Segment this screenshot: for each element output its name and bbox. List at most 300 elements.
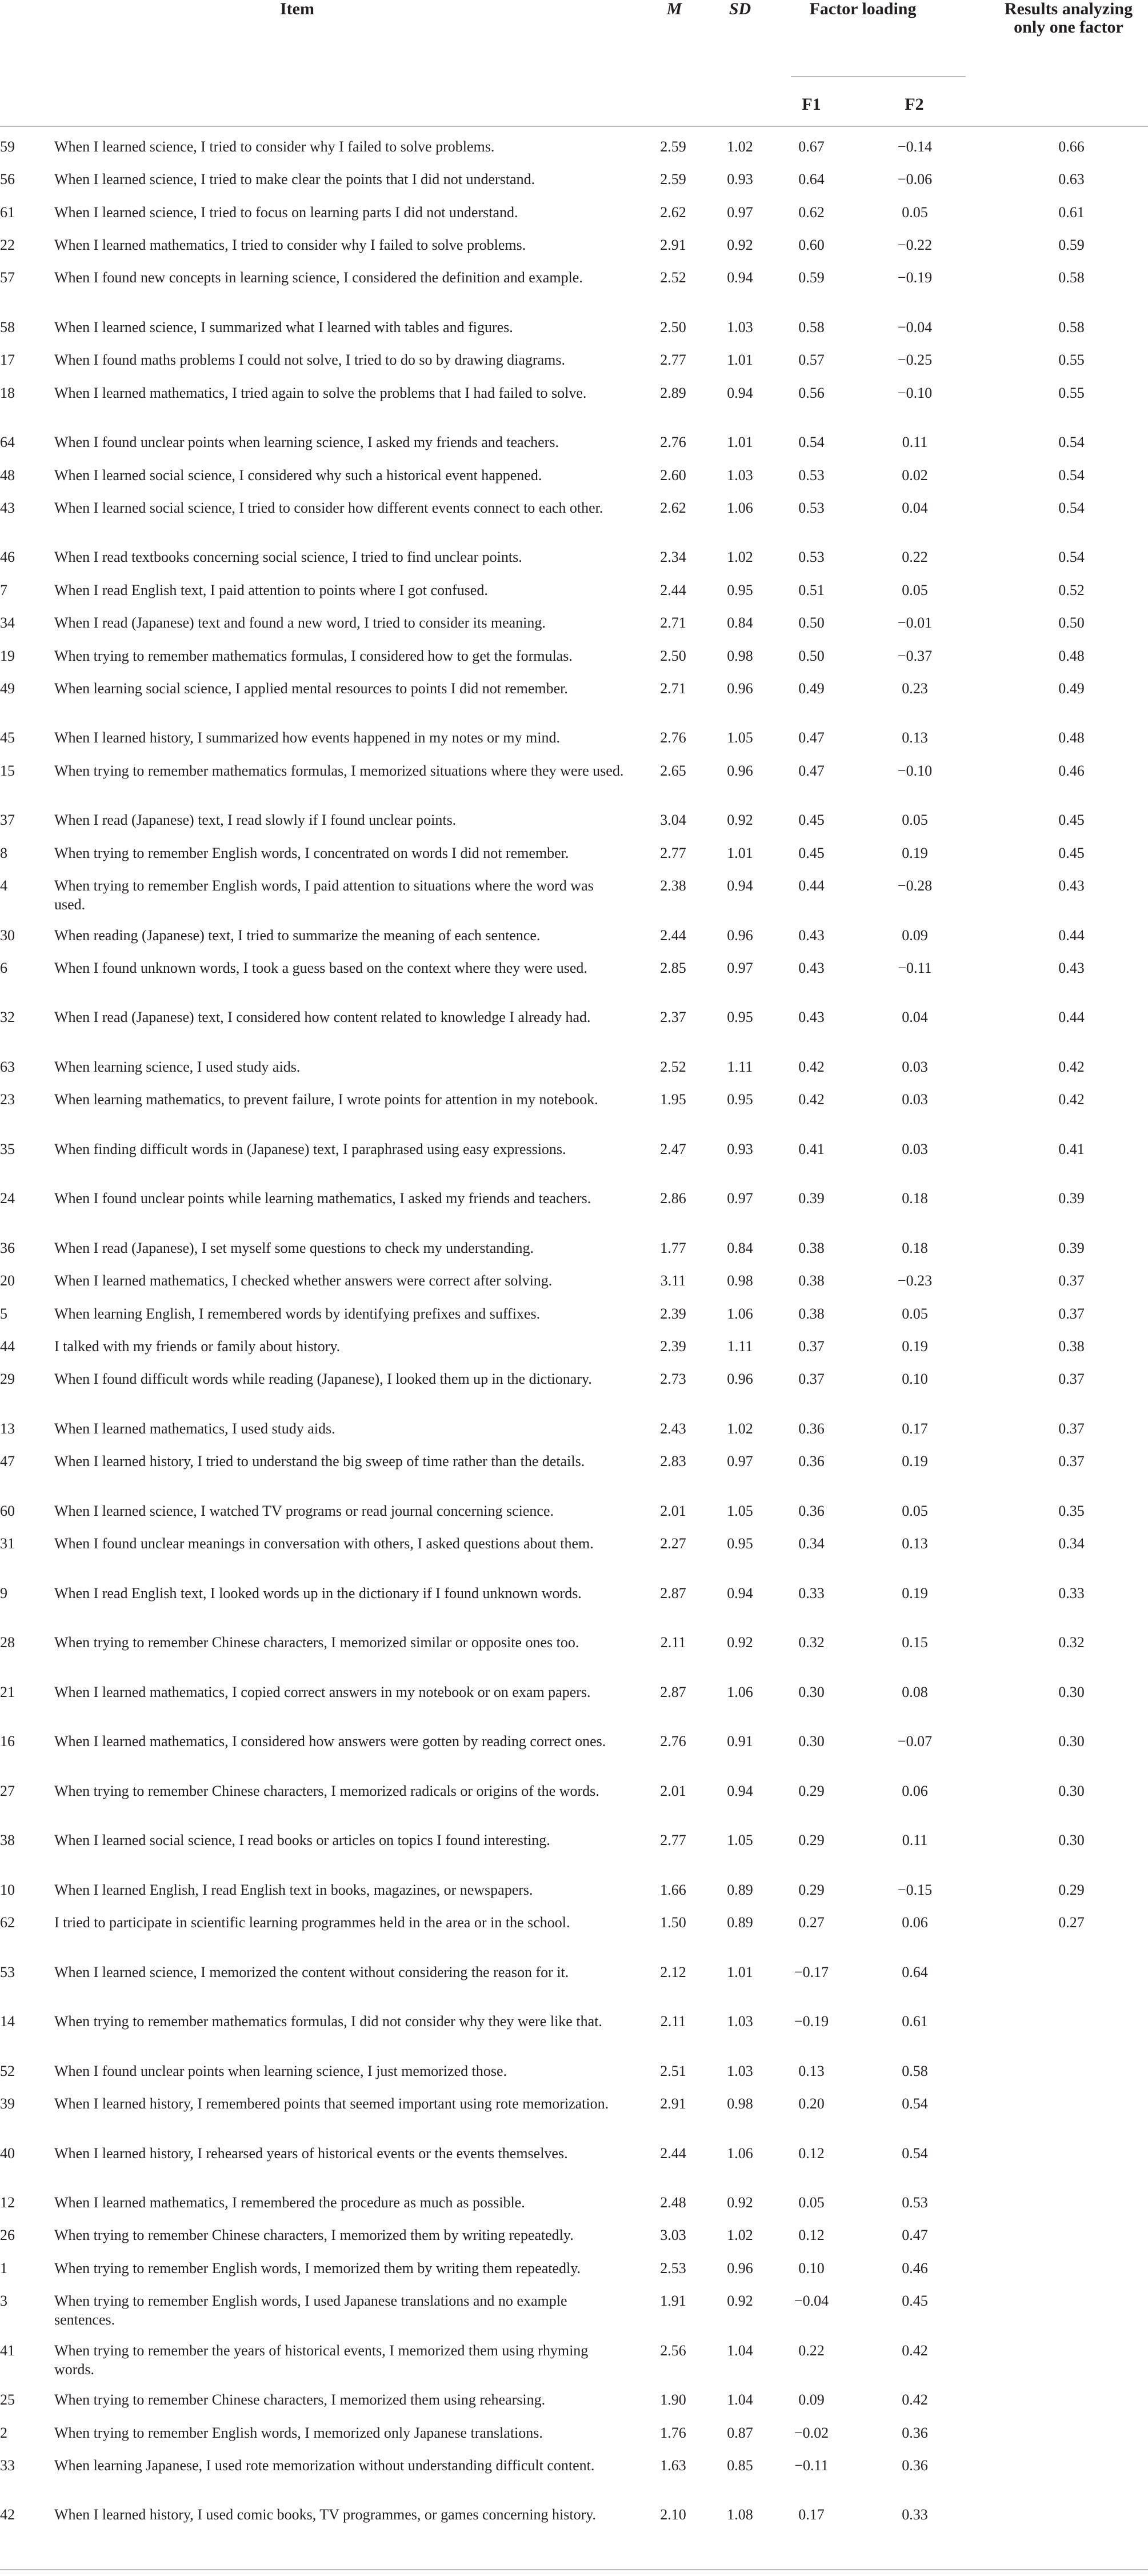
- mean-value: 2.91: [660, 2095, 686, 2112]
- item-number: 12: [0, 2194, 15, 2211]
- f1-loading: 0.39: [798, 1190, 825, 1207]
- item-text: When learning English, I remembered words by identifying prefixes and suffixes.: [54, 1305, 541, 1322]
- f1-loading: 0.62: [798, 204, 825, 221]
- mean-value: 2.59: [660, 138, 686, 155]
- mean-value: 3.04: [660, 812, 686, 828]
- f1-loading: 0.42: [798, 1091, 825, 1108]
- mean-value: 2.53: [660, 2260, 686, 2277]
- item-number: 37: [0, 812, 15, 828]
- one-factor-result: 0.39: [1058, 1190, 1085, 1207]
- mean-value: 2.52: [660, 1059, 686, 1075]
- f1-loading: 0.20: [798, 2095, 825, 2112]
- f1-loading: 0.43: [798, 1009, 825, 1025]
- sd-value: 1.11: [727, 1059, 753, 1075]
- item-text: When I found unclear points when learning science, I asked my friends and teachers.: [54, 434, 559, 450]
- mean-value: 2.39: [660, 1338, 686, 1355]
- f1-loading: 0.60: [798, 237, 825, 253]
- f1-loading: 0.27: [798, 1914, 825, 1931]
- sd-value: 0.94: [727, 1783, 753, 1799]
- f2-loading: 0.10: [902, 1371, 928, 1387]
- f1-loading: 0.34: [798, 1535, 825, 1552]
- sd-value: 1.05: [727, 729, 753, 746]
- item-number: 43: [0, 500, 15, 516]
- mean-value: 2.44: [660, 2145, 686, 2162]
- item-number: 18: [0, 385, 15, 401]
- sd-value: 0.85: [727, 2457, 753, 2474]
- sd-value: 1.05: [727, 1832, 753, 1848]
- f1-loading: 0.50: [798, 614, 825, 631]
- sd-value: 1.06: [727, 500, 753, 516]
- sd-value: 1.11: [727, 1338, 753, 1355]
- item-text: When I found unclear points while learning mathematics, I asked my friends and teachers.: [54, 1190, 591, 1207]
- table-header: [0, 0, 1148, 114]
- f1-loading: 0.29: [798, 1832, 825, 1848]
- f2-loading: 0.23: [902, 680, 928, 697]
- f2-loading: 0.02: [902, 467, 928, 484]
- f2-loading: 0.05: [902, 582, 928, 598]
- f1-loading: 0.09: [798, 2391, 825, 2408]
- item-text: When I read English text, I looked words up in the dictionary if I found unknown words.: [54, 1585, 582, 1601]
- f2-loading: −0.07: [897, 1733, 933, 1750]
- sd-value: 0.89: [727, 1882, 753, 1898]
- mean-value: 1.90: [660, 2391, 686, 2408]
- item-text: When reading (Japanese) text, I tried to summarize the meaning of each sentence.: [54, 927, 541, 944]
- item-text: When trying to remember English words, I memorized them by writing them repeatedly.: [54, 2260, 581, 2277]
- f2-loading: 0.64: [902, 1964, 928, 1980]
- item-number: 16: [0, 1733, 15, 1750]
- item-number: 23: [0, 1091, 15, 1108]
- item-text: When I learned mathematics, I used study aids.: [54, 1420, 335, 1437]
- one-factor-result: 0.58: [1058, 319, 1085, 336]
- mean-value: 2.39: [660, 1305, 686, 1322]
- f1-loading: 0.67: [798, 138, 825, 155]
- item-number: 30: [0, 927, 15, 944]
- mean-value: 2.44: [660, 927, 686, 944]
- one-factor-result: 0.27: [1058, 1914, 1085, 1931]
- item-text: When learning science, I used study aids.: [54, 1059, 301, 1075]
- item-number: 15: [0, 762, 15, 779]
- sd-value: 1.04: [727, 2342, 753, 2359]
- one-factor-result: 0.43: [1058, 877, 1085, 894]
- f2-loading: 0.08: [902, 1684, 928, 1700]
- f1-loading: 0.54: [798, 434, 825, 450]
- mean-value: 2.56: [660, 2342, 686, 2359]
- sd-value: 0.95: [727, 582, 753, 598]
- one-factor-result: 0.52: [1058, 582, 1085, 598]
- item-text: When I learned history, I rehearsed years of historical events or the events themselves.: [54, 2145, 568, 2162]
- item-text: When I read (Japanese) text, I considered how content related to knowledge I already had.: [54, 1009, 591, 1025]
- sd-value: 0.97: [727, 204, 753, 221]
- item-text: When I learned social science, I considered why such a historical event happened.: [54, 467, 542, 484]
- f1-loading: 0.43: [798, 927, 825, 944]
- item-number: 4: [0, 877, 7, 894]
- mean-value: 2.76: [660, 729, 686, 746]
- item-text: When I learned mathematics, I checked whether answers were correct after solving.: [54, 1272, 553, 1289]
- one-factor-result: 0.46: [1058, 762, 1085, 779]
- item-number: 3: [0, 2293, 7, 2309]
- one-factor-result: 0.38: [1058, 1338, 1085, 1355]
- f2-loading: 0.03: [902, 1059, 928, 1075]
- f2-loading: 0.03: [902, 1091, 928, 1108]
- item-text: When I learned science, I tried to focus on learning parts I did not understand.: [54, 204, 518, 221]
- item-text: When trying to remember English words, I paid attention to situations where the word was used.: [54, 877, 594, 913]
- item-number: 61: [0, 204, 15, 221]
- sd-value: 0.98: [727, 1272, 753, 1289]
- one-factor-result: 0.61: [1058, 204, 1085, 221]
- sd-value: 0.94: [727, 1585, 753, 1601]
- f1-loading: 0.17: [798, 2506, 825, 2523]
- f2-loading: −0.10: [897, 385, 933, 401]
- f1-loading: 0.05: [798, 2194, 825, 2211]
- f2-loading: 0.17: [902, 1420, 928, 1437]
- sd-value: 0.95: [727, 1009, 753, 1025]
- item-number: 5: [0, 1305, 7, 1322]
- one-factor-result: 0.30: [1058, 1684, 1085, 1700]
- f2-loading: 0.36: [902, 2457, 928, 2474]
- f1-loading: −0.17: [794, 1964, 829, 1980]
- f1-loading: 0.30: [798, 1733, 825, 1750]
- f2-loading: 0.19: [902, 1453, 928, 1469]
- mean-value: 1.91: [660, 2293, 686, 2309]
- one-factor-result: 0.30: [1058, 1832, 1085, 1848]
- header-mean: M: [666, 0, 682, 18]
- sd-value: 0.97: [727, 960, 753, 976]
- item-text: When I read (Japanese) text and found a new word, I tried to consider its meaning.: [54, 614, 546, 631]
- item-text: When trying to remember Chinese characters, I memorized them by writing repeatedly.: [54, 2227, 574, 2243]
- mean-value: 2.91: [660, 237, 686, 253]
- one-factor-result: 0.33: [1058, 1585, 1085, 1601]
- mean-value: 2.48: [660, 2194, 686, 2211]
- f2-loading: 0.04: [902, 500, 928, 516]
- item-number: 40: [0, 2145, 15, 2162]
- f1-loading: 0.43: [798, 960, 825, 976]
- item-text: When I learned science, I tried to make clear the points that I did not understand.: [54, 171, 535, 187]
- mean-value: 2.83: [660, 1453, 686, 1469]
- header-factor-loading: Factor loading: [809, 0, 917, 18]
- one-factor-result: 0.45: [1058, 845, 1085, 861]
- f1-loading: 0.10: [798, 2260, 825, 2277]
- item-number: 24: [0, 1190, 15, 1207]
- item-number: 35: [0, 1141, 15, 1157]
- item-number: 57: [0, 269, 15, 286]
- item-number: 60: [0, 1503, 15, 1519]
- one-factor-result: 0.44: [1058, 927, 1085, 944]
- item-number: 9: [0, 1585, 7, 1601]
- f2-loading: 0.13: [902, 729, 928, 746]
- item-number: 47: [0, 1453, 15, 1469]
- sd-value: 1.02: [727, 549, 753, 565]
- one-factor-result: 0.54: [1058, 500, 1085, 516]
- item-number: 8: [0, 845, 7, 861]
- f1-loading: 0.29: [798, 1783, 825, 1799]
- sd-value: 0.93: [727, 1141, 753, 1157]
- item-text: When I learned mathematics, I tried to consider why I failed to solve problems.: [54, 237, 526, 253]
- f1-loading: 0.36: [798, 1420, 825, 1437]
- sd-value: 1.02: [727, 2227, 753, 2243]
- mean-value: 2.01: [660, 1503, 686, 1519]
- sd-value: 0.96: [727, 680, 753, 697]
- sd-value: 0.95: [727, 1535, 753, 1552]
- sd-value: 1.05: [727, 1503, 753, 1519]
- mean-value: 2.34: [660, 549, 686, 565]
- f2-loading: 0.06: [902, 1783, 928, 1799]
- one-factor-result: 0.44: [1058, 1009, 1085, 1025]
- item-text: When I found maths problems I could not solve, I tried to do so by drawing diagrams.: [54, 352, 565, 368]
- f1-loading: 0.45: [798, 845, 825, 861]
- one-factor-result: 0.66: [1058, 138, 1085, 155]
- sd-value: 1.02: [727, 1420, 753, 1437]
- factor-loading-rule: [791, 76, 966, 77]
- item-text: When I learned history, I tried to understand the big sweep of time rather than the details.: [54, 1453, 585, 1469]
- mean-value: 2.47: [660, 1141, 686, 1157]
- mean-value: 2.65: [660, 762, 686, 779]
- item-number: 62: [0, 1914, 15, 1931]
- f2-loading: −0.19: [897, 269, 933, 286]
- mean-value: 2.60: [660, 467, 686, 484]
- mean-value: 2.38: [660, 877, 686, 894]
- item-number: 2: [0, 2425, 7, 2441]
- mean-value: 2.62: [660, 500, 686, 516]
- f2-loading: 0.61: [902, 2013, 928, 2030]
- f1-loading: 0.64: [798, 171, 825, 187]
- f1-loading: −0.19: [794, 2013, 829, 2030]
- mean-value: 1.95: [660, 1091, 686, 1108]
- sd-value: 0.92: [727, 237, 753, 253]
- f1-loading: 0.41: [798, 1141, 825, 1157]
- f1-loading: 0.57: [798, 352, 825, 368]
- item-number: 13: [0, 1420, 15, 1437]
- f2-loading: 0.18: [902, 1240, 928, 1256]
- f1-loading: 0.59: [798, 269, 825, 286]
- item-text: When learning mathematics, to prevent failure, I wrote points for attention in my notebook.: [54, 1091, 598, 1108]
- one-factor-result: 0.54: [1058, 467, 1085, 484]
- mean-value: 2.76: [660, 434, 686, 450]
- item-number: 14: [0, 2013, 15, 2030]
- item-number: 20: [0, 1272, 15, 1289]
- one-factor-result: 0.54: [1058, 434, 1085, 450]
- f2-loading: 0.09: [902, 927, 928, 944]
- one-factor-result: 0.49: [1058, 680, 1085, 697]
- sd-value: 1.01: [727, 434, 753, 450]
- mean-value: 2.52: [660, 269, 686, 286]
- item-text: When learning Japanese, I used rote memorization without understanding difficult content.: [54, 2457, 595, 2474]
- one-factor-result: 0.45: [1058, 812, 1085, 828]
- one-factor-result: 0.43: [1058, 960, 1085, 976]
- one-factor-result: 0.63: [1058, 171, 1085, 187]
- one-factor-result: 0.55: [1058, 352, 1085, 368]
- f2-loading: 0.13: [902, 1535, 928, 1552]
- sd-value: 0.94: [727, 385, 753, 401]
- item-number: 49: [0, 680, 15, 697]
- f1-loading: 0.58: [798, 319, 825, 336]
- f1-loading: 0.53: [798, 549, 825, 565]
- f1-loading: 0.13: [798, 2063, 825, 2079]
- f2-loading: −0.15: [897, 1882, 933, 1898]
- table-bottom-rule: [0, 2569, 1148, 2570]
- sd-value: 0.94: [727, 269, 753, 286]
- item-number: 1: [0, 2260, 7, 2277]
- sd-value: 1.06: [727, 1684, 753, 1700]
- f2-loading: 0.15: [902, 1634, 928, 1651]
- item-number: 29: [0, 1371, 15, 1387]
- f2-loading: 0.03: [902, 1141, 928, 1157]
- sd-value: 0.98: [727, 648, 753, 664]
- item-text: When I found difficult words while reading (Japanese), I looked them up in the dictionary.: [54, 1371, 592, 1387]
- f1-loading: 0.36: [798, 1503, 825, 1519]
- sd-value: 1.02: [727, 138, 753, 155]
- f1-loading: 0.38: [798, 1240, 825, 1256]
- f1-loading: −0.11: [794, 2457, 829, 2474]
- f1-loading: 0.45: [798, 812, 825, 828]
- one-factor-result: 0.41: [1058, 1141, 1085, 1157]
- f1-loading: 0.56: [798, 385, 825, 401]
- sd-value: 1.06: [727, 2145, 753, 2162]
- item-text: When I found new concepts in learning science, I considered the definition and example.: [54, 269, 583, 286]
- item-text: When I learned science, I watched TV programs or read journal concerning science.: [54, 1503, 554, 1519]
- item-text: When trying to remember mathematics formulas, I did not consider why they were like that.: [54, 2013, 602, 2030]
- item-number: 59: [0, 138, 15, 155]
- sd-value: 0.97: [727, 1453, 753, 1469]
- f1-loading: 0.49: [798, 680, 825, 697]
- item-text: When trying to remember the years of historical events, I memorized them using rhyming words.: [54, 2342, 589, 2378]
- sd-value: 0.96: [727, 2260, 753, 2277]
- sd-value: 0.96: [727, 1371, 753, 1387]
- f2-loading: 0.22: [902, 549, 928, 565]
- item-number: 63: [0, 1059, 15, 1075]
- item-number: 7: [0, 582, 7, 598]
- sd-value: 0.84: [727, 1240, 753, 1256]
- f1-loading: 0.12: [798, 2145, 825, 2162]
- mean-value: 2.71: [660, 680, 686, 697]
- item-number: 27: [0, 1783, 15, 1799]
- f2-loading: −0.01: [897, 614, 933, 631]
- f1-loading: 0.38: [798, 1272, 825, 1289]
- item-number: 34: [0, 614, 15, 631]
- mean-value: 2.77: [660, 845, 686, 861]
- sd-value: 1.06: [727, 1305, 753, 1322]
- sd-value: 0.92: [727, 812, 753, 828]
- f2-loading: 0.19: [902, 1585, 928, 1601]
- f2-loading: 0.04: [902, 1009, 928, 1025]
- sd-value: 0.96: [727, 762, 753, 779]
- item-number: 32: [0, 1009, 15, 1025]
- sd-value: 0.92: [727, 2194, 753, 2211]
- header-sd: SD: [729, 0, 751, 18]
- item-text: I tried to participate in scientific learning programmes held in the area or in the school.: [54, 1914, 570, 1931]
- f2-loading: 0.05: [902, 204, 928, 221]
- mean-value: 2.59: [660, 171, 686, 187]
- one-factor-result: 0.37: [1058, 1305, 1085, 1322]
- item-text: When trying to remember mathematics formulas, I memorized situations where they were used.: [54, 762, 624, 779]
- mean-value: 2.44: [660, 582, 686, 598]
- f1-loading: 0.36: [798, 1453, 825, 1469]
- f1-loading: 0.50: [798, 648, 825, 664]
- sd-value: 0.94: [727, 877, 753, 894]
- one-factor-result: 0.58: [1058, 269, 1085, 286]
- one-factor-result: 0.42: [1058, 1091, 1085, 1108]
- item-number: 26: [0, 2227, 15, 2243]
- sd-value: 0.84: [727, 614, 753, 631]
- one-factor-result: 0.30: [1058, 1783, 1085, 1799]
- item-text: When I learned history, I used comic books, TV programmes, or games concerning history.: [54, 2506, 597, 2523]
- f1-loading: 0.42: [798, 1059, 825, 1075]
- mean-value: 2.37: [660, 1009, 686, 1025]
- f1-loading: 0.53: [798, 500, 825, 516]
- item-number: 38: [0, 1832, 15, 1848]
- mean-value: 2.87: [660, 1684, 686, 1700]
- one-factor-result: 0.37: [1058, 1371, 1085, 1387]
- item-number: 56: [0, 171, 15, 187]
- item-text: When I read (Japanese), I set myself some questions to check my understanding.: [54, 1240, 534, 1256]
- item-number: 45: [0, 729, 15, 746]
- mean-value: 2.50: [660, 319, 686, 336]
- header-results-one-factor: Results analyzing only one factor: [1004, 0, 1133, 37]
- f2-loading: 0.53: [902, 2194, 928, 2211]
- mean-value: 2.10: [660, 2506, 686, 2523]
- item-text: When I learned science, I memorized the content without considering the reason for it.: [54, 1964, 569, 1980]
- mean-value: 1.50: [660, 1914, 686, 1931]
- one-factor-result: 0.48: [1058, 729, 1085, 746]
- item-text: When I learned mathematics, I considered how answers were gotten by reading correct ones.: [54, 1733, 606, 1750]
- mean-value: 2.77: [660, 1832, 686, 1848]
- f1-loading: 0.44: [798, 877, 825, 894]
- item-number: 46: [0, 549, 15, 565]
- f2-loading: −0.10: [897, 762, 933, 779]
- f1-loading: 0.47: [798, 729, 825, 746]
- mean-value: 3.11: [660, 1272, 686, 1289]
- item-text: When I learned history, I summarized how events happened in my notes or my mind.: [54, 729, 560, 746]
- sd-value: 1.01: [727, 845, 753, 861]
- mean-value: 2.11: [660, 2013, 686, 2030]
- f2-loading: 0.47: [902, 2227, 928, 2243]
- item-text: When I found unclear points when learning science, I just memorized those.: [54, 2063, 507, 2079]
- mean-value: 1.77: [660, 1240, 686, 1256]
- one-factor-result: 0.32: [1058, 1634, 1085, 1651]
- item-number: 58: [0, 319, 15, 336]
- one-factor-result: 0.48: [1058, 648, 1085, 664]
- f1-loading: 0.53: [798, 467, 825, 484]
- f2-loading: −0.28: [897, 877, 933, 894]
- item-text: When trying to remember mathematics formulas, I considered how to get the formulas.: [54, 648, 573, 664]
- f2-loading: −0.22: [897, 237, 933, 253]
- mean-value: 2.62: [660, 204, 686, 221]
- f2-loading: 0.42: [902, 2391, 928, 2408]
- f2-loading: 0.33: [902, 2506, 928, 2523]
- item-number: 25: [0, 2391, 15, 2408]
- f1-loading: 0.12: [798, 2227, 825, 2243]
- f2-loading: −0.23: [897, 1272, 933, 1289]
- mean-value: 3.03: [660, 2227, 686, 2243]
- one-factor-result: 0.29: [1058, 1882, 1085, 1898]
- f2-loading: 0.46: [902, 2260, 928, 2277]
- f2-loading: 0.18: [902, 1190, 928, 1207]
- one-factor-result: 0.37: [1058, 1420, 1085, 1437]
- f1-loading: 0.33: [798, 1585, 825, 1601]
- one-factor-result: 0.30: [1058, 1733, 1085, 1750]
- f1-loading: 0.38: [798, 1305, 825, 1322]
- mean-value: 2.50: [660, 648, 686, 664]
- item-number: 10: [0, 1882, 15, 1898]
- mean-value: 2.43: [660, 1420, 686, 1437]
- f2-loading: −0.06: [897, 171, 933, 187]
- sd-value: 0.95: [727, 1091, 753, 1108]
- one-factor-result: 0.35: [1058, 1503, 1085, 1519]
- sd-value: 0.93: [727, 171, 753, 187]
- item-number: 31: [0, 1535, 15, 1552]
- item-text: When learning social science, I applied mental resources to points I did not remember.: [54, 680, 568, 697]
- header-item: Item: [280, 0, 314, 18]
- sd-value: 1.08: [727, 2506, 753, 2523]
